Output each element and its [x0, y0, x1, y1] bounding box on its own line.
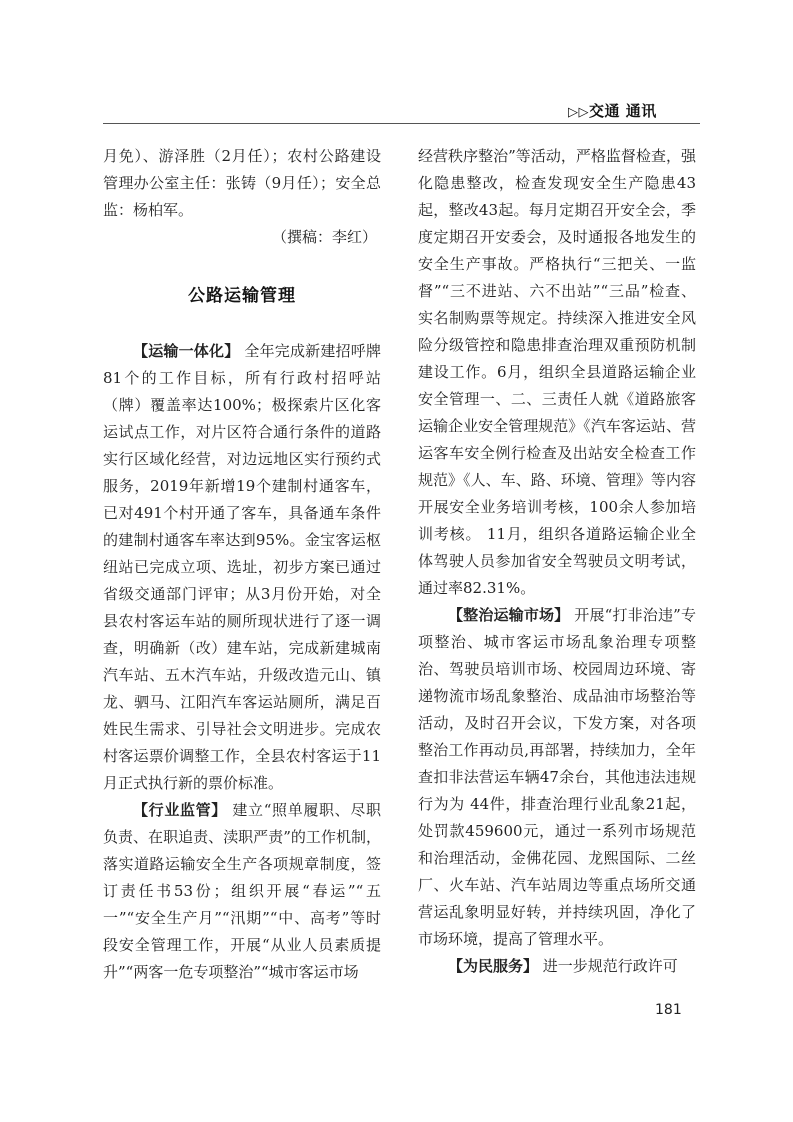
- paragraph-text: 进一步规范行政许可: [538, 957, 678, 975]
- paragraph-text: 开展“打非治违”专项整治、城市客运市场乱象治理专项整治、驾驶员培训市场、校园周边环境、寄递物流市场乱象整治、成品油市场整治等活动，及时召开会议，下发方案，对各项整治工作再动员,再部署，持续加力，全年查扣非法营运车辆47余台，其他违法违规行为为 44件，排查治理行业乱象21起，处罚款459600元，通过一系列市场规范和治理活动，金佛花园、龙熙国际、二丝厂、火车站、汽车站周边等重点场所交通营运乱象明显好转，并持续巩固，净化了市场环境，提高了管理水平。: [418, 606, 696, 948]
- paragraph-tag: 【行业监管】: [133, 801, 227, 819]
- paragraph-public-service: [418, 953, 696, 980]
- intro-paragraph: 月免）、游泽胜（2月任）；农村公路建设管理办公室主任：张铸（9月任）；安全总监：杨柏军。: [103, 147, 381, 219]
- paragraph-market-rectification: [418, 602, 696, 953]
- header-rule: [103, 123, 700, 124]
- paragraph-tag: 【为民服务】: [448, 957, 539, 975]
- header-title: 交通 通讯: [589, 102, 657, 120]
- page-number: 181: [655, 1002, 682, 1018]
- double-triangle-icon: ▷▷: [568, 105, 589, 120]
- right-column: [418, 143, 696, 980]
- paragraph-tag: 【整治运输市场】: [448, 606, 570, 624]
- paragraph-text: 全年完成新建招呼牌81个的工作目标，所有行政村招呼站（牌）覆盖率达100%；极探索片区化客运试点工作，对片区符合通行条件的道路实行区域化经营，对边远地区实行预约式服务，2019年新增19个建制村通客车，已对491个村开通了客车，具备通车条件的建制村通客车率达到95%。金宝客运枢纽站已完成立项、选址，初步方案已通过省级交通部门评审；从3月份开始，对全县农村客运车站的厕所现状进行了逐一调查，明确新（改）建车站，完成新建城南汽车站、五木汽车站，升级改造元山、镇龙、驷马、江阳汽车客运站厕所，满足百姓民生需求、引导社会文明进步。完成农村客运票价调整工作，全县农村客运于11月正式执行新的票价标准。: [103, 342, 381, 792]
- paragraph-tag: 【运输一体化】: [133, 342, 240, 360]
- paragraph-text: 建立“照单履职、尽职负责、在职追责、渎职严责”的工作机制，落实道路运输安全生产各项规章制度，签订责任书53份；组织开展“春运”“五一”“安全生产月”“汛期”“中、高考”等时段安全管理工作，开展“从业人员素质提升”“两客一危专项整治”“城市客运市场: [103, 801, 381, 981]
- signature: （撰稿：李红）: [271, 228, 377, 246]
- section-title: 公路运输管理: [188, 286, 296, 306]
- paragraph-continuation: 经营秩序整治”等活动，严格监督检查，强化隐患整改，检查发现安全生产隐患43起，整改43起。每月定期召开安全会，季度定期召开安委会，及时通报各地发生的安全生产事故。严格执行“三把关、一监督”“三不进站、六不出站”“三品”检查、实名制购票等规定。持续深入推进安全风险分级管控和隐患排查治理双重预防机制建设工作。6月，组织全县道路运输企业安全管理一、二、三责任人就《道路旅客运输企业安全管理规范》《汽车客运站、营运客车安全例行检查及出站安全检查工作规范》《人、车、路、环境、管理》等内容开展安全业务培训考核，100余人参加培训考核。 11月，组织各道路运输企业全体驾驶人员参加省安全驾驶员文明考试，通过率82.31%。: [418, 147, 696, 597]
- left-column: [103, 143, 381, 986]
- paragraph-industry-supervision: [103, 797, 381, 986]
- running-header: [568, 100, 698, 121]
- paragraph-transport-integration: [103, 338, 381, 797]
